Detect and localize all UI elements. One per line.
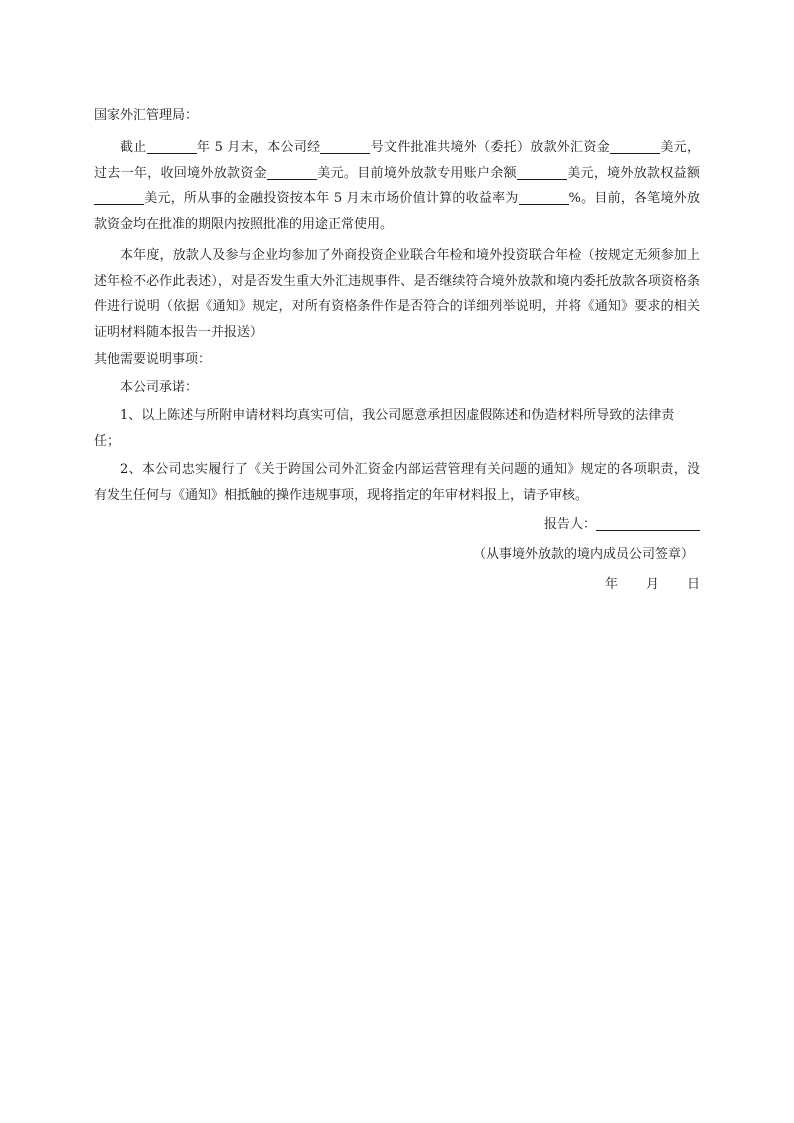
signature-row	[94, 512, 700, 538]
salutation: 国家外汇管理局：	[94, 108, 199, 123]
para1-text-2: 年 5 月末，本公司经	[196, 140, 321, 155]
date-month-label: 月	[645, 577, 659, 592]
date-day-label: 日	[686, 577, 700, 592]
para1-text-5: 美元。目前境外放款专用账户余额	[317, 165, 517, 181]
reporter-signature-line[interactable]	[596, 515, 700, 531]
signature-note: （从事境外放款的境内成员公司签章）	[472, 547, 694, 562]
blank-equity-amount[interactable]	[94, 189, 144, 205]
blank-document-number[interactable]	[320, 138, 370, 154]
commitment-intro: 本公司承诺：	[120, 380, 199, 395]
blank-year[interactable]	[147, 138, 197, 154]
date-row	[94, 572, 700, 598]
paragraph-loan-summary	[94, 135, 700, 237]
blank-recovered-amount[interactable]	[267, 164, 317, 180]
paragraph-annual-inspection: 本年度，放款人及参与企业均参加了外商投资企业联合年检和境外投资联合年检（按规定无须参加上述年检不必作此表述），对是否发生重大外汇违规事件、是否继续符合境外放款和境内委托放款各项资格条件进行说明（依据《通知》规定，对所有资格条件作是否符合的详细列举说明，并将《通知》要求的相关证明材料随本报告一并报送）	[94, 248, 700, 340]
para1-text-4: 美元，过去一年，收回境外放款资金	[94, 140, 700, 181]
para1-text-6: 美元，境外放款权益额	[566, 165, 700, 181]
commitment-item-1: 1、以上陈述与所附申请材料均真实可信，我公司愿意承担因虚假陈述和伪造材料所导致的法律责任；	[94, 408, 675, 449]
date-year-label: 年	[604, 577, 618, 592]
other-matters-label: 其他需要说明事项：	[94, 352, 212, 367]
blank-approved-amount[interactable]	[610, 138, 660, 154]
para1-text-8: %。目前，各笔境外放款资金均在批准的期限内按照批准的用途正常使用。	[94, 191, 700, 232]
para1-text-1: 截止	[120, 140, 147, 155]
reporter-label: 报告人：	[543, 517, 596, 532]
blank-yield-rate[interactable]	[519, 189, 569, 205]
blank-account-balance[interactable]	[517, 164, 567, 180]
document-body	[94, 103, 700, 598]
commitment-item-2: 2、本公司忠实履行了《关于跨国公司外汇资金内部运营管理有关问题的通知》规定的各项职责，没有发生任何与《通知》相抵触的操作违规事项，现将指定的年审材料报上，请予审核。	[94, 462, 700, 503]
para1-text-7: 美元，所从事的金融投资按本年 5 月末市场价值计算的收益率为	[144, 191, 519, 206]
para1-text-3: 号文件批准共境外（委托）放款外汇资金	[370, 140, 611, 155]
